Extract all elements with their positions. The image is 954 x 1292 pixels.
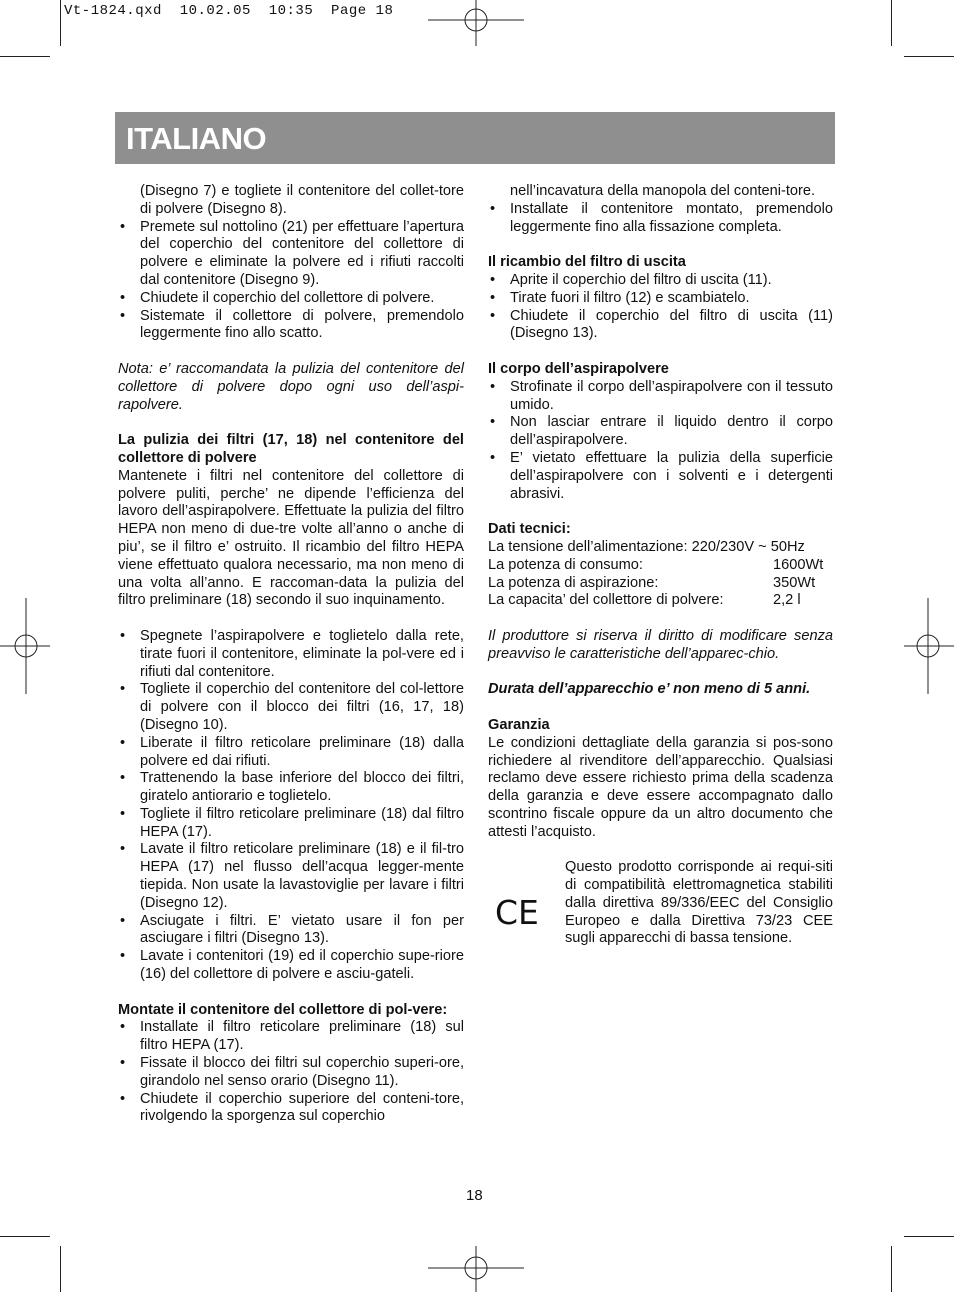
list-item: • Asciugate i filtri. E’ vietato usare il fon per asciugare i filtri (Disegno 13). (120, 912, 464, 947)
list-item: • Fissate il blocco dei filtri sul coperchio superi-ore, girandolo nel senso orario (Disegno 11). (120, 1055, 464, 1089)
section-heading: Il ricambio del filtro di uscita (488, 254, 686, 271)
section-heading: Montate il contenitore del collettore di pol-vere: (118, 1001, 448, 1018)
page-number: 18 (466, 1187, 483, 1204)
crop-mark (904, 56, 954, 57)
list-item: • Lavate il filtro reticolare preliminare (18) e il fil-tro HEPA (17) nel flusso dell’acqua legger-mente tiepida. Non usate la lavastoviglie per lavare i filtri (Disegno 12). (120, 841, 464, 911)
list-item: • Premete sul nottolino (21) per effettuare l’apertura del coperchio del contenitore del collettore di polvere e eliminate la polvere ed i rifiuti raccolti dal contenitore (Disegno 9). (120, 218, 464, 288)
crop-mark (904, 1236, 954, 1237)
list-item: • Installate il contenitore montato, premendolo leggermente fino alla fissazione completa. (490, 200, 833, 235)
page-title: ITALIANO (126, 121, 267, 156)
paragraph: nell’incavatura della manopola del conteni-tore. (510, 183, 816, 199)
paragraph: Le condizioni dettagliate della garanzia si pos-sono richiedere al rivenditore dell’apparecchio. Qualsiasi reclamo deve essere richiesto prima della scadenza della garanzia e deve essere accompagnato dallo scontrino fiscale oppure da un altro documento che attesti l’acquisto. (488, 734, 833, 840)
spec-row: La tensione dell’alimentazione: 220/230V ~ 50Hz (488, 538, 805, 555)
list-item: • Lavate i contenitori (19) ed il coperchio supe-riore (16) del collettore di polvere e asciu-gateli. (120, 948, 464, 983)
left-column (118, 183, 464, 1126)
list-item: • Liberate il filtro reticolare preliminare (18) dalla polvere ed dai rifiuti. (120, 734, 464, 769)
registration-mark-icon (428, 0, 524, 46)
list-item: • Chiudete il coperchio del collettore di polvere. (120, 289, 435, 306)
paragraph: Mantenete i filtri nel contenitore del collettore di polvere puliti, perche’ ne dipende l’efficienza del lavoro dell’aspirapolvere. Effettuate la pulizia del filtro HEPA non meno di due-tre volte all’anno o anche di piu’, se il filtro e’ ostruito. Il ricambio del filtro HEPA viene effettuato qualora necessario, ma non meno di una volta all’anno. E raccoman-data la pulizia del filtro preliminare (18) secondo il suo inquinamento. (118, 467, 464, 609)
spec-row: La potenza di aspirazione: 350Wt (488, 574, 816, 591)
list-item: • E’ vietato effettuare la pulizia della superficie dell’aspirapolvere con i solventi e i detergenti abrasivi. (490, 449, 833, 502)
section-header (115, 112, 835, 164)
list-item: • Aprite il coperchio del filtro di uscita (11). (490, 271, 772, 288)
crop-mark (0, 56, 50, 57)
note: Nota: e’ raccomandata la pulizia del contenitore del collettore di polvere dopo ogni uso dell’aspi-rapolvere. (118, 360, 464, 413)
spec-row: La capacita’ del collettore di polvere: 2,2 l (488, 592, 801, 609)
section-heading: La pulizia dei filtri (17, 18) nel contenitore del collettore di polvere (118, 432, 464, 466)
svg-text:CE: CE (495, 893, 539, 930)
list-item: • Tirate fuori il filtro (12) e scambiatelo. (490, 289, 750, 306)
list-item: • Non lasciar entrare il liquido dentro il corpo dell’aspirapolvere. (490, 414, 833, 449)
ce-compliance-text: Questo prodotto corrisponde ai requi-siti di compatibilità elettromagnetica stabiliti dalla direttiva 89/336/EEC del Consiglio Europeo e dalla Direttiva 73/23 CEE sugli apparecchi di bassa tensione. (565, 859, 833, 947)
list-item: • Sistemate il collettore di polvere, premendolo leggermente fino allo scatto. (120, 307, 464, 342)
registration-mark-icon (428, 1246, 524, 1292)
crop-mark (60, 0, 61, 46)
right-column (488, 183, 833, 948)
list-item: • Strofinate il corpo dell’aspirapolvere con il tessuto umido. (490, 378, 833, 413)
file-slug: Vt-1824.qxd 10.02.05 10:35 Page 18 (64, 3, 394, 19)
paragraph: (Disegno 7) e togliete il contenitore del collet-tore di polvere (Disegno 8). (140, 183, 464, 217)
list-item: • Togliete il filtro reticolare preliminare (18) dal filtro HEPA (17). (120, 805, 464, 840)
lifetime-note: Durata dell’apparecchio e’ non meno di 5 anni. (488, 681, 811, 698)
ce-mark-icon (494, 893, 540, 929)
crop-mark (0, 1236, 50, 1237)
spec-row: La potenza di consumo: 1600Wt (488, 556, 824, 573)
section-heading: Garanzia (488, 716, 550, 733)
list-item: • Trattenendo la base inferiore del blocco dei filtri, giratelo antiorario e toglietelo. (120, 770, 464, 805)
list-item: • Togliete il coperchio del contenitore del col-lettore di polvere con il blocco dei filtri (16, 17, 18) (Disegno 10). (120, 681, 464, 733)
section-heading: Dati tecnici: (488, 521, 571, 538)
list-item: • Chiudete il coperchio superiore del conteni-tore, rivolgendo la sporgenza sul coperchio (120, 1090, 464, 1125)
list-item: • Chiudete il coperchio del filtro di uscita (11) (Disegno 13). (490, 307, 833, 342)
list-item: • Spegnete l’aspirapolvere e toglietelo dalla rete, tirate fuori il contenitore, eliminate la pol-vere ed i rifiuti dal contenitore. (120, 627, 464, 680)
registration-mark-icon (0, 598, 50, 694)
crop-mark (60, 1246, 61, 1292)
disclaimer: Il produttore si riserva il diritto di modificare senza preavviso le caratteristiche dell’apparec-chio. (488, 627, 833, 662)
ce-compliance (488, 859, 833, 948)
crop-mark (891, 0, 892, 46)
registration-mark-icon (904, 598, 954, 694)
list-item: • Installate il filtro reticolare preliminare (18) sul filtro HEPA (17). (120, 1019, 464, 1054)
section-heading: Il corpo dell’aspirapolvere (488, 360, 669, 377)
crop-mark (891, 1246, 892, 1292)
